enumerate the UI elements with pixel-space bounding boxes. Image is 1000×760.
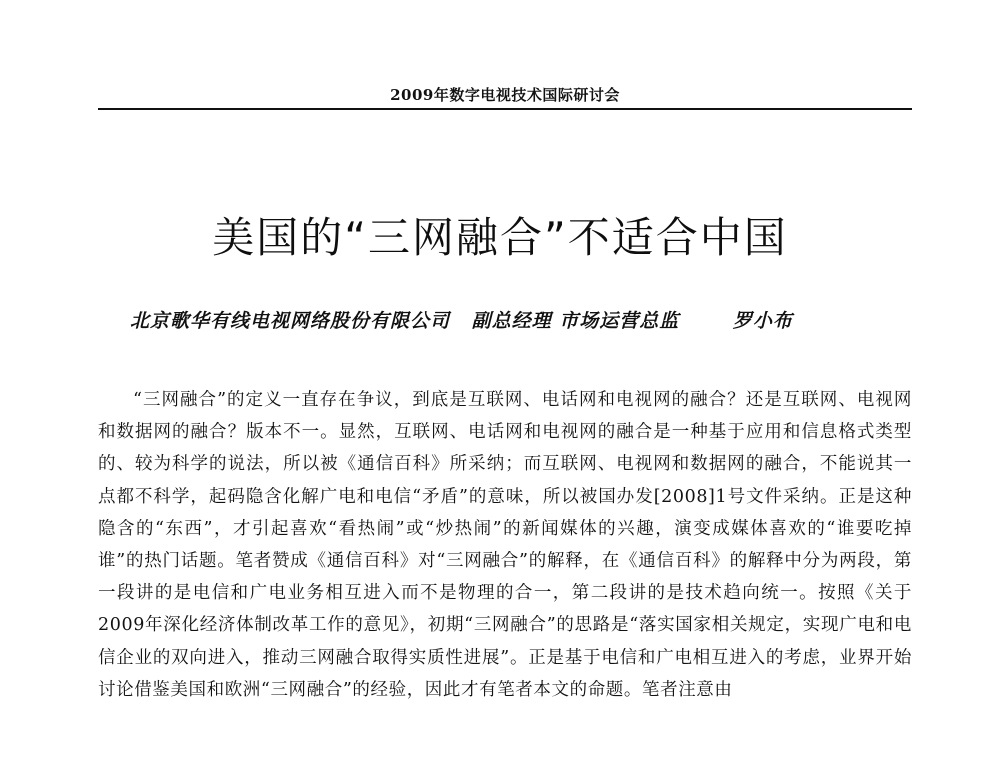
byline-role: 副总经理 市场运营总监 <box>471 310 680 332</box>
byline-organization: 北京歌华有线电视网络股份有限公司 <box>130 310 451 332</box>
byline <box>130 308 890 334</box>
header-rule <box>98 108 912 110</box>
article-title: 美国的“三网融合”不适合中国 <box>212 213 788 262</box>
body-paragraph: “三网融合”的定义一直存在争议，到底是互联网、电话网和电视网的融合？还是互联网、电视网和数据网的融合？版本不一。显然，互联网、电话网和电视网的融合是一种基于应用和信息格式类型的、较为科学的说法，所以被《通信百科》所采纳；而互联网、电视网和数据网的融合，不能说其一点都不科学，起码隐含化解广电和电信“矛盾”的意味，所以被国办发[2008]1号文件采纳。正是这种隐含的“东西”，才引起喜欢“看热闹”或“炒热闹”的新闻媒体的兴趣，演变成媒体喜欢的“谁要吃掉谁”的热门话题。笔者赞成《通信百科》对“三网融合”的解释，在《通信百科》的解释中分为两段，第一段讲的是电信和广电业务相互进入而不是物理的合一，第二段讲的是技术趋向统一。按照《关于2009年深化经济体制改革工作的意见》，初期“三网融合”的思路是“落实国家相关规定，实现广电和电信企业的双向进入，推动三网融合取得实质性进展”。正是基于电信和广电相互进入的考虑，业界开始讨论借鉴美国和欧洲“三网融合”的经验，因此才有笔者本文的命题。笔者注意由 <box>98 390 912 700</box>
byline-author: 罗小布 <box>732 310 793 332</box>
running-header: 2009年数字电视技术国际研讨会 <box>390 86 620 104</box>
